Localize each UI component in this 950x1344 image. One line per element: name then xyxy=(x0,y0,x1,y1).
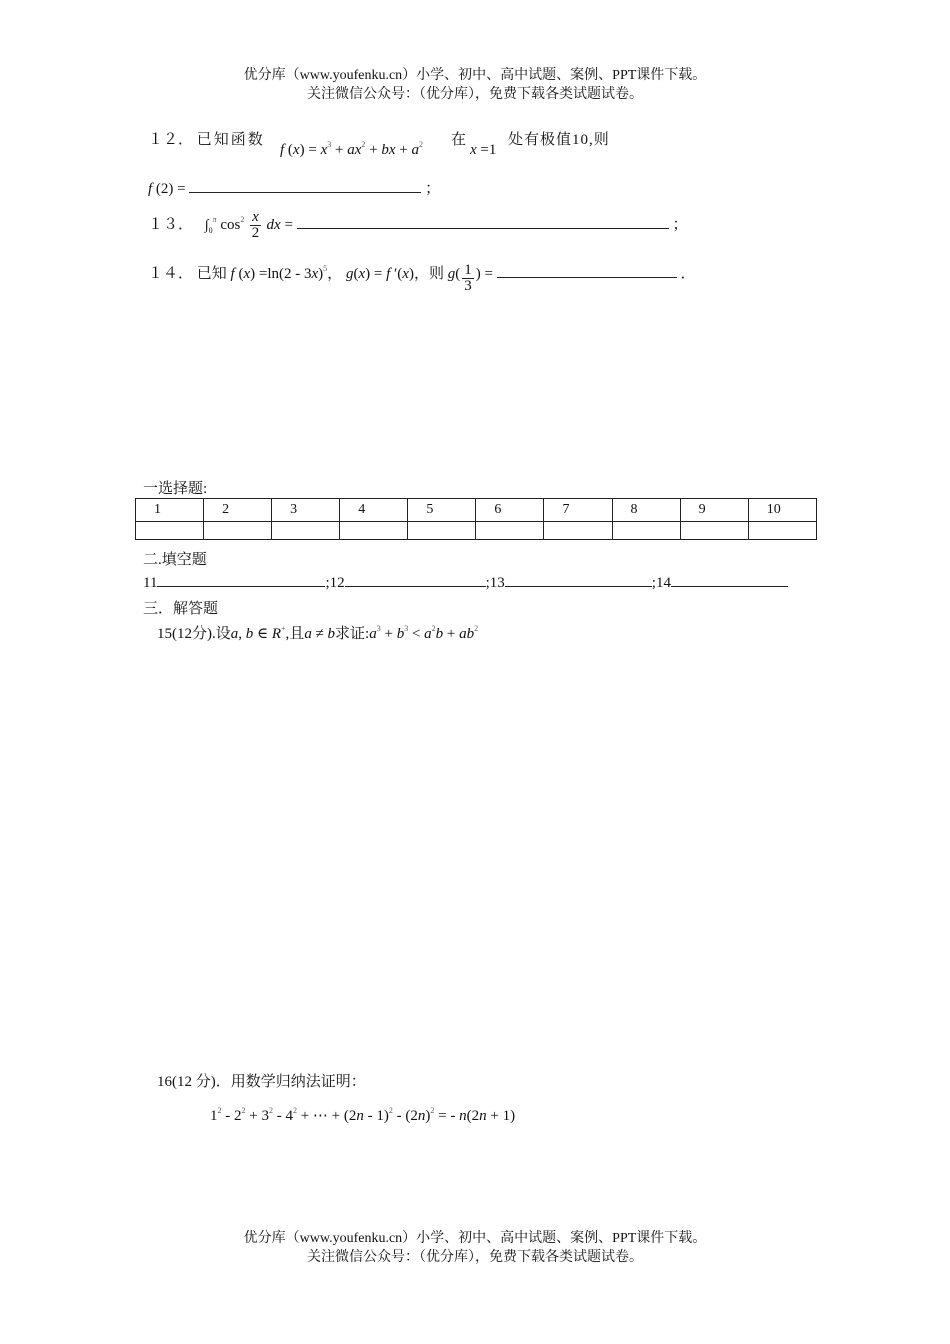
answer-table-input-row xyxy=(136,522,817,540)
answer-table-header-row xyxy=(136,499,817,522)
fill-blank-line xyxy=(143,573,788,592)
answer-col-1: 1 xyxy=(136,499,204,522)
q12-number: １２． xyxy=(148,132,194,148)
answer-table xyxy=(135,498,817,540)
answer-cell[interactable] xyxy=(680,522,748,540)
answer-col-6: 6 xyxy=(476,499,544,522)
q15-prove: 求证: xyxy=(335,626,370,642)
q12-answer-line: f (2) = ； xyxy=(148,181,441,197)
answer-col-2: 2 xyxy=(204,499,272,522)
fill-blank-11[interactable] xyxy=(157,573,325,587)
q13-end: ； xyxy=(672,216,688,233)
answer-cell[interactable] xyxy=(204,522,272,540)
q14-line: １４． 已知 f (x) =ln(2 - 3x)$^5$， g(x) = f ′(x)，则 g( $\frac{1}{3}$ ) = ． xyxy=(148,262,696,294)
q12-prefix: 已知函数 xyxy=(196,132,265,148)
answer-cell[interactable] xyxy=(612,522,680,540)
fill-label-12: ;12 xyxy=(325,575,345,591)
q14-answer-blank[interactable] xyxy=(497,264,677,278)
answer-col-7: 7 xyxy=(544,499,612,522)
fill-label-11: 11 xyxy=(143,575,158,591)
q12-x-equals-1: x =1 xyxy=(470,142,497,158)
footer-line-2: 关注微信公众号：（优分库），免费下载各类试题试卷。 xyxy=(307,1250,643,1265)
q14-then: ，则 xyxy=(413,266,444,282)
fill-label-14: ;14 xyxy=(651,575,671,591)
answer-col-10: 10 xyxy=(748,499,816,522)
q13-number: １３． xyxy=(148,216,194,233)
q13-line: １３． $\int_0^\pi$ $\cos^2$ $\frac{x}{2}$ dx = ； xyxy=(148,209,688,241)
section1-title: 一选择题: xyxy=(143,481,208,497)
section2-title: 二.填空题 xyxy=(143,552,207,568)
q14-end: ． xyxy=(680,266,696,282)
q16-formula: $1^2 - 2^2 + 3^2 - 4^2$ + ⋯ + $(2n - 1)^2 - (2n)^2$ = - n(2n + 1) xyxy=(210,1106,516,1124)
q14-prefix: 已知 xyxy=(196,266,227,282)
answer-col-4: 4 xyxy=(340,499,408,522)
header-line-1: 优分库（www.youfenku.cn）小学、初中、高中试题、案例、PPT课件下载。 xyxy=(243,68,707,83)
q12-function-formula: f $(x) = x^3 + ax^2$ + bx + $a^2$ xyxy=(280,140,423,158)
answer-cell[interactable] xyxy=(340,522,408,540)
answer-cell[interactable] xyxy=(272,522,340,540)
answer-col-5: 5 xyxy=(408,499,476,522)
answer-col-3: 3 xyxy=(272,499,340,522)
q12-in-text: 在 xyxy=(451,132,467,148)
fill-label-13: ;13 xyxy=(485,575,505,591)
q12-answer-blank[interactable] xyxy=(189,179,421,193)
answer-cell[interactable] xyxy=(748,522,816,540)
q12-at-text: 处有极值10,则 xyxy=(508,132,610,148)
answer-cell[interactable] xyxy=(476,522,544,540)
answer-col-9: 9 xyxy=(680,499,748,522)
q12-line xyxy=(148,128,265,149)
footer-line-1: 优分库（www.youfenku.cn）小学、初中、高中试题、案例、PPT课件下载。 xyxy=(243,1231,707,1246)
q15-number: 15(12分).设 xyxy=(157,626,231,642)
answer-cell[interactable] xyxy=(408,522,476,540)
q14-number: １４． xyxy=(148,266,194,282)
fill-blank-13[interactable] xyxy=(505,573,652,587)
q15-line: 15(12分).设a, b ∈ R+,且a ≠ b求证$:a^3 + b^3 < a^2b + ab^2$ xyxy=(157,624,479,642)
fill-blank-14[interactable] xyxy=(671,573,788,587)
q12-end: ； xyxy=(425,181,441,197)
answer-cell[interactable] xyxy=(544,522,612,540)
q13-answer-blank[interactable] xyxy=(297,215,669,229)
answer-cell[interactable] xyxy=(136,522,204,540)
answer-col-8: 8 xyxy=(612,499,680,522)
q15-cond: ,且 xyxy=(285,626,305,642)
section3-title: 三．解答题 xyxy=(143,601,219,617)
fill-blank-12[interactable] xyxy=(345,573,486,587)
q16-text: 16(12 分)．用数学归纳法证明： xyxy=(157,1074,366,1090)
header-line-2: 关注微信公众号：（优分库），免费下载各类试题试卷。 xyxy=(307,87,643,102)
